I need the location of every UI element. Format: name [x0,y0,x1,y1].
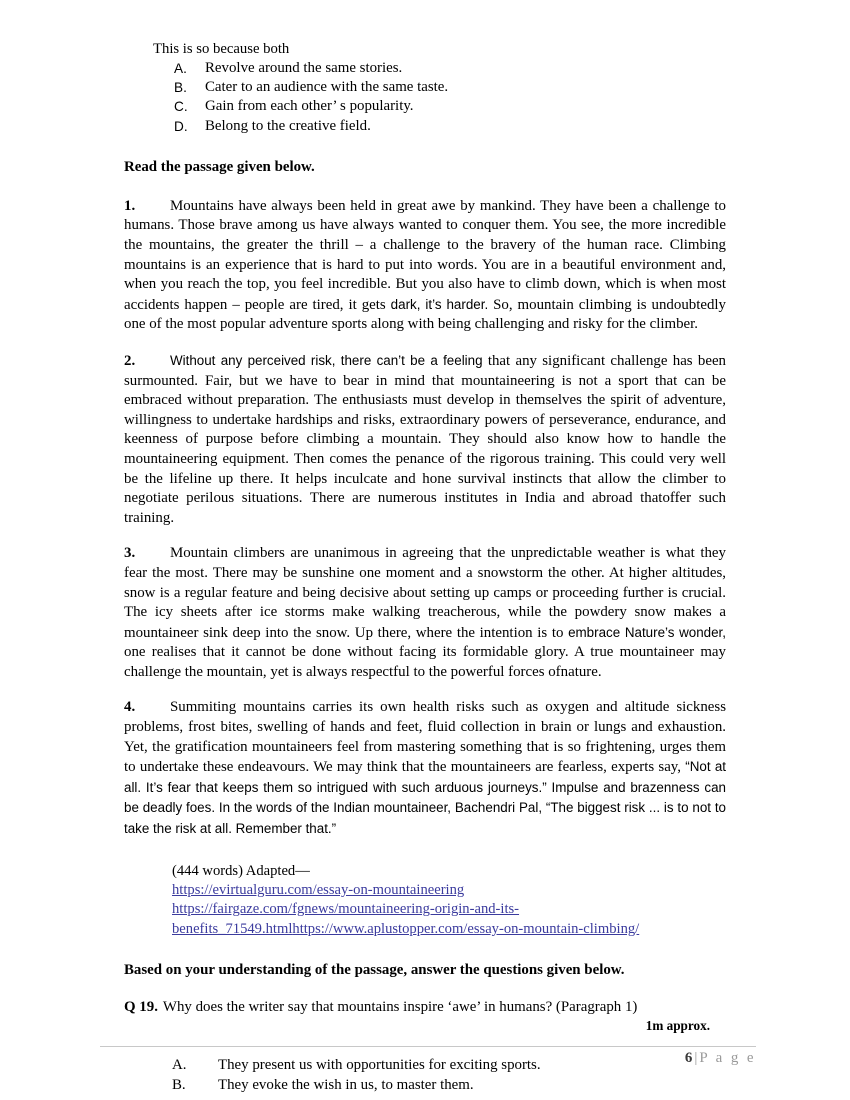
stem-option-b-text: Cater to an audience with the same taste. [205,79,449,96]
question-19-text: Why does the writer say that mountains inspire ‘awe’ in humans? (Paragraph 1) [162,999,638,1016]
stem-option-c-text: Gain from each other’ s popularity. [205,98,414,115]
passage-paragraph-4-run-1: Summiting mountains carries its own health risks such as oxygen and altitude sickness problems, frost bites, swelling of hands and feet, fluid collection in brain or lungs and exhaustion. Yet, the gratification mountaineers feel from mastering something that is so frightening, urges them to undertake these endeavours. We may think that the mountaineers are fearless, experts say, [124,699,726,776]
passage-paragraph-2 [124,351,726,528]
source-link-3[interactable]: https://www.aplustopper.com/essay-on-mountain-climbing/ [292,920,640,937]
passage-paragraph-1 [124,197,726,335]
passage-paragraph-1-run-1: Mountains have always been held in great awe by mankind. They have been a challenge to humans. Those brave among us have always wanted to conquer them. You see, the more incredible the mountains, the greater the thrill – a challenge to the bravery of the human race. Climbing mountains is an experience that is hard to put into words. You are in a beautiful environment and, when you reach the top, you feel incredible. But you also have to climb down, which is when most accidents happen – people are tired, it gets [124,197,726,313]
question-19-line [124,998,726,1017]
stem-option-d-text: Belong to the creative field. [205,117,371,134]
stem-option-b-label: B. [174,80,187,96]
passage-paragraph-4 [124,698,726,839]
stem-options-list [124,59,726,136]
source-link-1[interactable]: https://evirtualguru.com/essay-on-mountaineering [172,882,465,899]
stem-lead-in: This is so because both [153,41,290,57]
passage-paragraph-3-number: 3. [124,545,136,562]
word-count-line: (444 words) Adapted— [172,862,310,879]
stem-option-b[interactable] [174,78,726,97]
footer-page-number: 6 [684,1050,693,1066]
passage-paragraph-4-number: 4. [124,699,136,716]
passage-paragraph-3-run-1: Mountain climbers are unanimous in agreeing that the unpredictable weather is what they fear the most. There may be sunshine one moment and a snowstorm the other. At higher altitudes, snow is a regular feature and being decisive about setting up camps or proceeding further is crucial. The icy sheets after ice storms make walking treacherous, while the powdery snow makes a mountaineer sink deep into the snow. Up there, where the intention is to [124,545,726,641]
question-19-option-b-label: B. [172,1077,186,1094]
stem-option-d[interactable] [174,117,726,136]
stem-option-a-text: Revolve around the same stories. [205,60,403,76]
passage-paragraph-2-number: 2. [124,352,136,369]
question-19-option-b-text: They evoke the wish in us, to master them. [218,1077,474,1094]
source-link-2-wrapper [172,900,726,919]
stem-option-a-label: A. [174,61,187,76]
source-link-2-continued[interactable]: benefits_71549.html [172,920,293,937]
source-attribution [172,862,726,940]
question-19-option-a-label: A. [172,1057,187,1074]
based-on-understanding-heading: Based on your understanding of the passage, answer the questions given below. [124,962,625,979]
stem-option-a[interactable] [174,59,726,78]
question-19-option-b[interactable] [172,1075,726,1095]
question-19-marks: 1m approx. [645,1018,710,1034]
question-19-option-a-text: They present us with opportunities for exciting sports. [218,1057,541,1074]
passage-paragraph-2-run-1: Without any perceived risk, there can’t be a feeling [170,352,483,368]
stem-option-d-label: D. [174,118,188,134]
passage-paragraph-3 [124,544,726,682]
footer-divider [100,1046,756,1047]
stem-option-c[interactable] [174,97,726,116]
source-link-3-wrapper [172,920,726,939]
passage-paragraph-1-number: 1. [124,197,136,214]
source-link-2[interactable]: https://fairgaze.com/fgnews/mountaineering-origin-and-its- [172,901,520,918]
question-19-number: Q 19. [124,999,158,1016]
passage-paragraph-3-run-3: one realises that it cannot be done without facing its formidable glory. A true mountaineer may challenge the mountain, yet is always respectful to the powerful forces ofnature. [124,644,726,680]
page-content [124,40,726,1095]
passage-paragraph-1-run-2: dark, it’s harder. [390,296,489,312]
stem-option-c-label: C. [174,99,188,115]
passage-paragraph-4-run-2: “Not at all. It’s fear that keeps them so intrigued with such arduous journeys.” Impulse and brazenness can be deadly foes. In the words of the Indian mountaineer, Bachendri Pal, “The biggest risk ... is to not to take the risk at all. Remember that.” [124,759,726,837]
footer-separator: | [694,1050,698,1066]
passage-paragraph-3-run-2: embrace Nature’s wonder, [568,624,726,640]
passage-paragraph-1-run-3: So, mountain climbing is undoubtedly one of the most popular adventure sports along with being challenging and risky for the climber. [124,296,726,333]
footer-page-label: P a g e [699,1050,756,1066]
read-passage-heading: Read the passage given below. [124,158,315,175]
passage-paragraph-2-run-2: that any significant challenge has been surmounted. Fair, but we have to bear in mind that mountaineering is not a sport that can be embraced without preparation. The enthusiasts must develop in themselves the spirit of adventure, willingness to undertake hardships and risks, extraordinary powers of perseverance, endurance, and keenness of purpose before climbing a mountain. They should also know how to handle the mountaineering equipment. Then comes the penance of the rigorous training. This could very well be the lifeline up there. It helps inculcate and hone survival instincts that allow the climber to negotiate perilous situations. There are numerous institutes in India and abroad thatoffer such training. [124,352,727,526]
page-footer [100,1050,756,1067]
